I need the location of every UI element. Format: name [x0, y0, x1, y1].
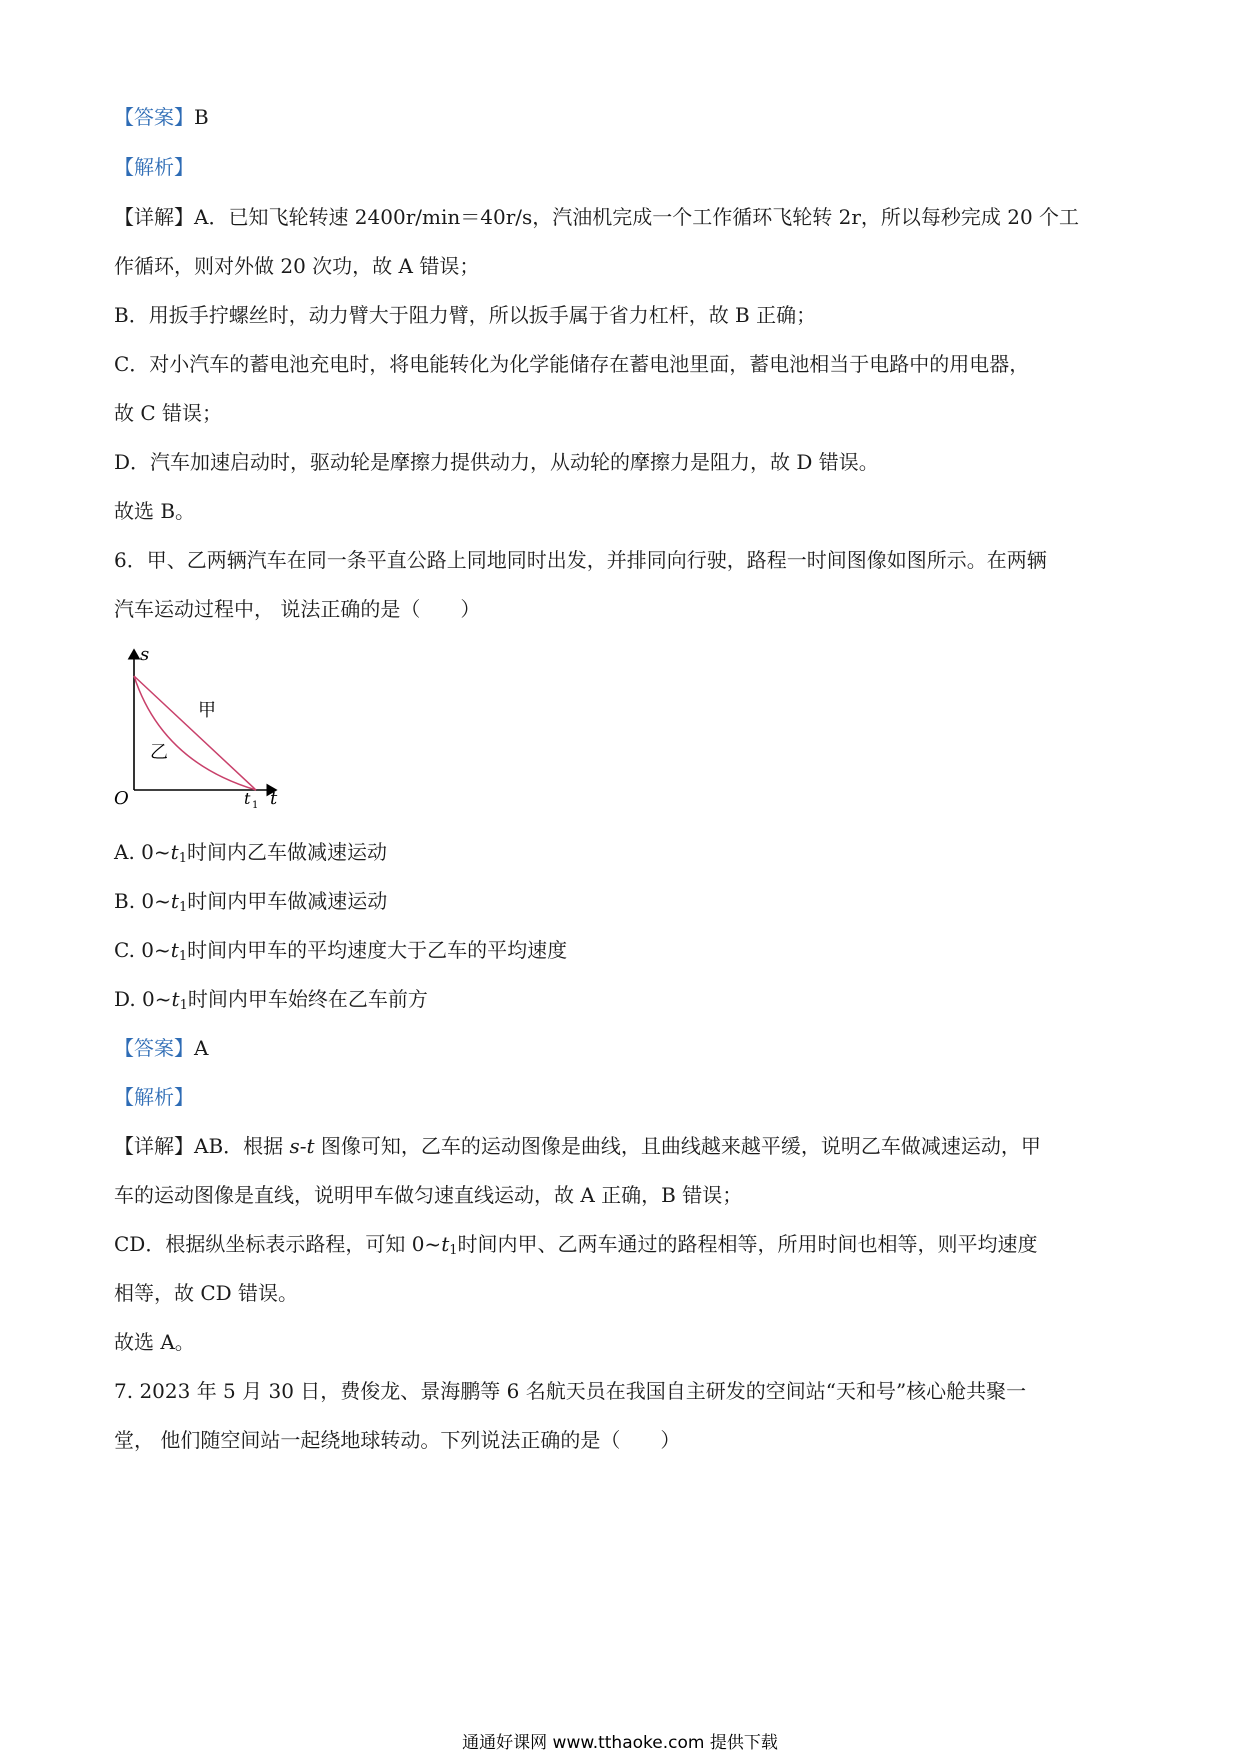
option-sub: 1 [178, 851, 187, 866]
option-text: 时间内甲车的平均速度大于乙车的平均速度 [187, 938, 568, 962]
detail-line: 故选 A。 [114, 1330, 195, 1354]
option-var: t [170, 840, 179, 864]
question-7-line: 7. 2023 年 5 月 30 日，费俊龙、景海鹏等 6 名航天员在我国自主研发的空间站“天和号”核心舱共聚一 [114, 1379, 1027, 1403]
detail-line: C．对小汽车的蓄电池充电时，将电能转化为化学能储存在蓄电池里面，蓄电池相当于电路中的用电器， [114, 352, 1030, 376]
detail-line: 车的运动图像是直线，说明甲车做匀速直线运动，故 A 正确，B 错误； [114, 1183, 743, 1207]
detail-text: 时间内甲、乙两车通过的路程相等，所用时间也相等，则平均速度 [457, 1232, 1038, 1256]
option-prefix: D. 0~ [114, 987, 172, 1011]
option-var: t [171, 987, 180, 1011]
curve-yi-label: 乙 [150, 742, 168, 763]
option-d [114, 985, 428, 1020]
answer-value: B [194, 105, 209, 129]
detail-text: 图像可知，乙车的运动图像是曲线，且曲线越来越平缓，说明乙车做减速运动，甲 [314, 1134, 1041, 1158]
detail-line: 故选 B。 [114, 499, 196, 523]
detail-tag: 【详解】 [114, 205, 194, 229]
option-text: 时间内甲车始终在乙车前方 [187, 987, 428, 1011]
detail-line: 相等，故 CD 错误。 [114, 1281, 299, 1305]
question-7-line: 堂， 他们随空间站一起绕地球转动。下列说法正确的是（ ） [114, 1428, 681, 1452]
option-prefix: A. 0~ [114, 840, 171, 864]
detail-line: D．汽车加速启动时，驱动轮是摩擦力提供动力，从动轮的摩擦力是阻力，故 D 错误。 [114, 450, 879, 474]
answer-tag: 【答案】 [114, 105, 194, 129]
option-sub: 1 [178, 900, 188, 915]
option-text: 时间内甲车做减速运动 [187, 889, 388, 913]
option-a [114, 838, 387, 873]
detail-var: s-t [289, 1134, 315, 1158]
question-6-line: 汽车运动过程中， 说法正确的是（ ） [114, 597, 481, 621]
analysis-tag: 【解析】 [114, 155, 194, 179]
curve-jia [134, 676, 256, 790]
detail-line: B．用扳手拧螺丝时，动力臂大于阻力臂，所以扳手属于省力杠杆，故 B 正确； [114, 303, 817, 327]
option-c [114, 936, 567, 971]
analysis-line-5 [114, 153, 194, 181]
t1-subscript: 1 [252, 800, 259, 811]
detail-line [114, 1132, 1041, 1160]
option-prefix: B. 0~ [114, 889, 171, 913]
answer-tag: 【答案】 [114, 1036, 194, 1060]
option-var: t [170, 938, 179, 962]
t1-label: t [244, 789, 251, 808]
detail-sub: 1 [449, 1243, 458, 1258]
curve-jia-label: 甲 [198, 700, 216, 721]
detail-line: 故 C 错误； [114, 401, 223, 425]
analysis-line-6 [114, 1083, 194, 1111]
answer-line-6 [114, 1034, 208, 1062]
analysis-tag: 【解析】 [114, 1085, 194, 1109]
option-sub: 1 [178, 949, 188, 964]
answer-line-5 [114, 103, 209, 131]
option-prefix: C. 0~ [114, 938, 171, 962]
option-var: t [170, 889, 179, 913]
origin-label: O [114, 788, 129, 809]
detail-line: 作循环，则对外做 20 次功，故 A 错误； [114, 254, 480, 278]
answer-value: A [194, 1036, 209, 1060]
option-sub: 1 [179, 998, 188, 1013]
detail-var: t [441, 1232, 450, 1256]
option-text: 时间内乙车做减速运动 [186, 840, 387, 864]
detail-tag: 【详解】 [114, 1134, 194, 1158]
footer-credit: 通通好课网 www.tthaoke.com 提供下载 [462, 1733, 778, 1753]
x-axis-label: t [270, 788, 278, 809]
detail-line [114, 203, 1079, 231]
detail-text: A．已知飞轮转速 2400r/min＝40r/s，汽油机完成一个工作循环飞轮转 2r，所以每秒完成 20 个工 [194, 205, 1080, 229]
s-t-graph [100, 640, 290, 820]
detail-text: AB．根据 [194, 1134, 290, 1158]
detail-line [114, 1230, 1038, 1265]
detail-text: CD．根据纵坐标表示路程，可知 0~ [114, 1232, 442, 1256]
question-6-line: 6．甲、乙两辆汽车在同一条平直公路上同地同时出发，并排同向行驶，路程一时间图像如图所示。在两辆 [114, 548, 1047, 572]
y-axis-label: s [140, 644, 150, 665]
option-b [114, 887, 387, 922]
